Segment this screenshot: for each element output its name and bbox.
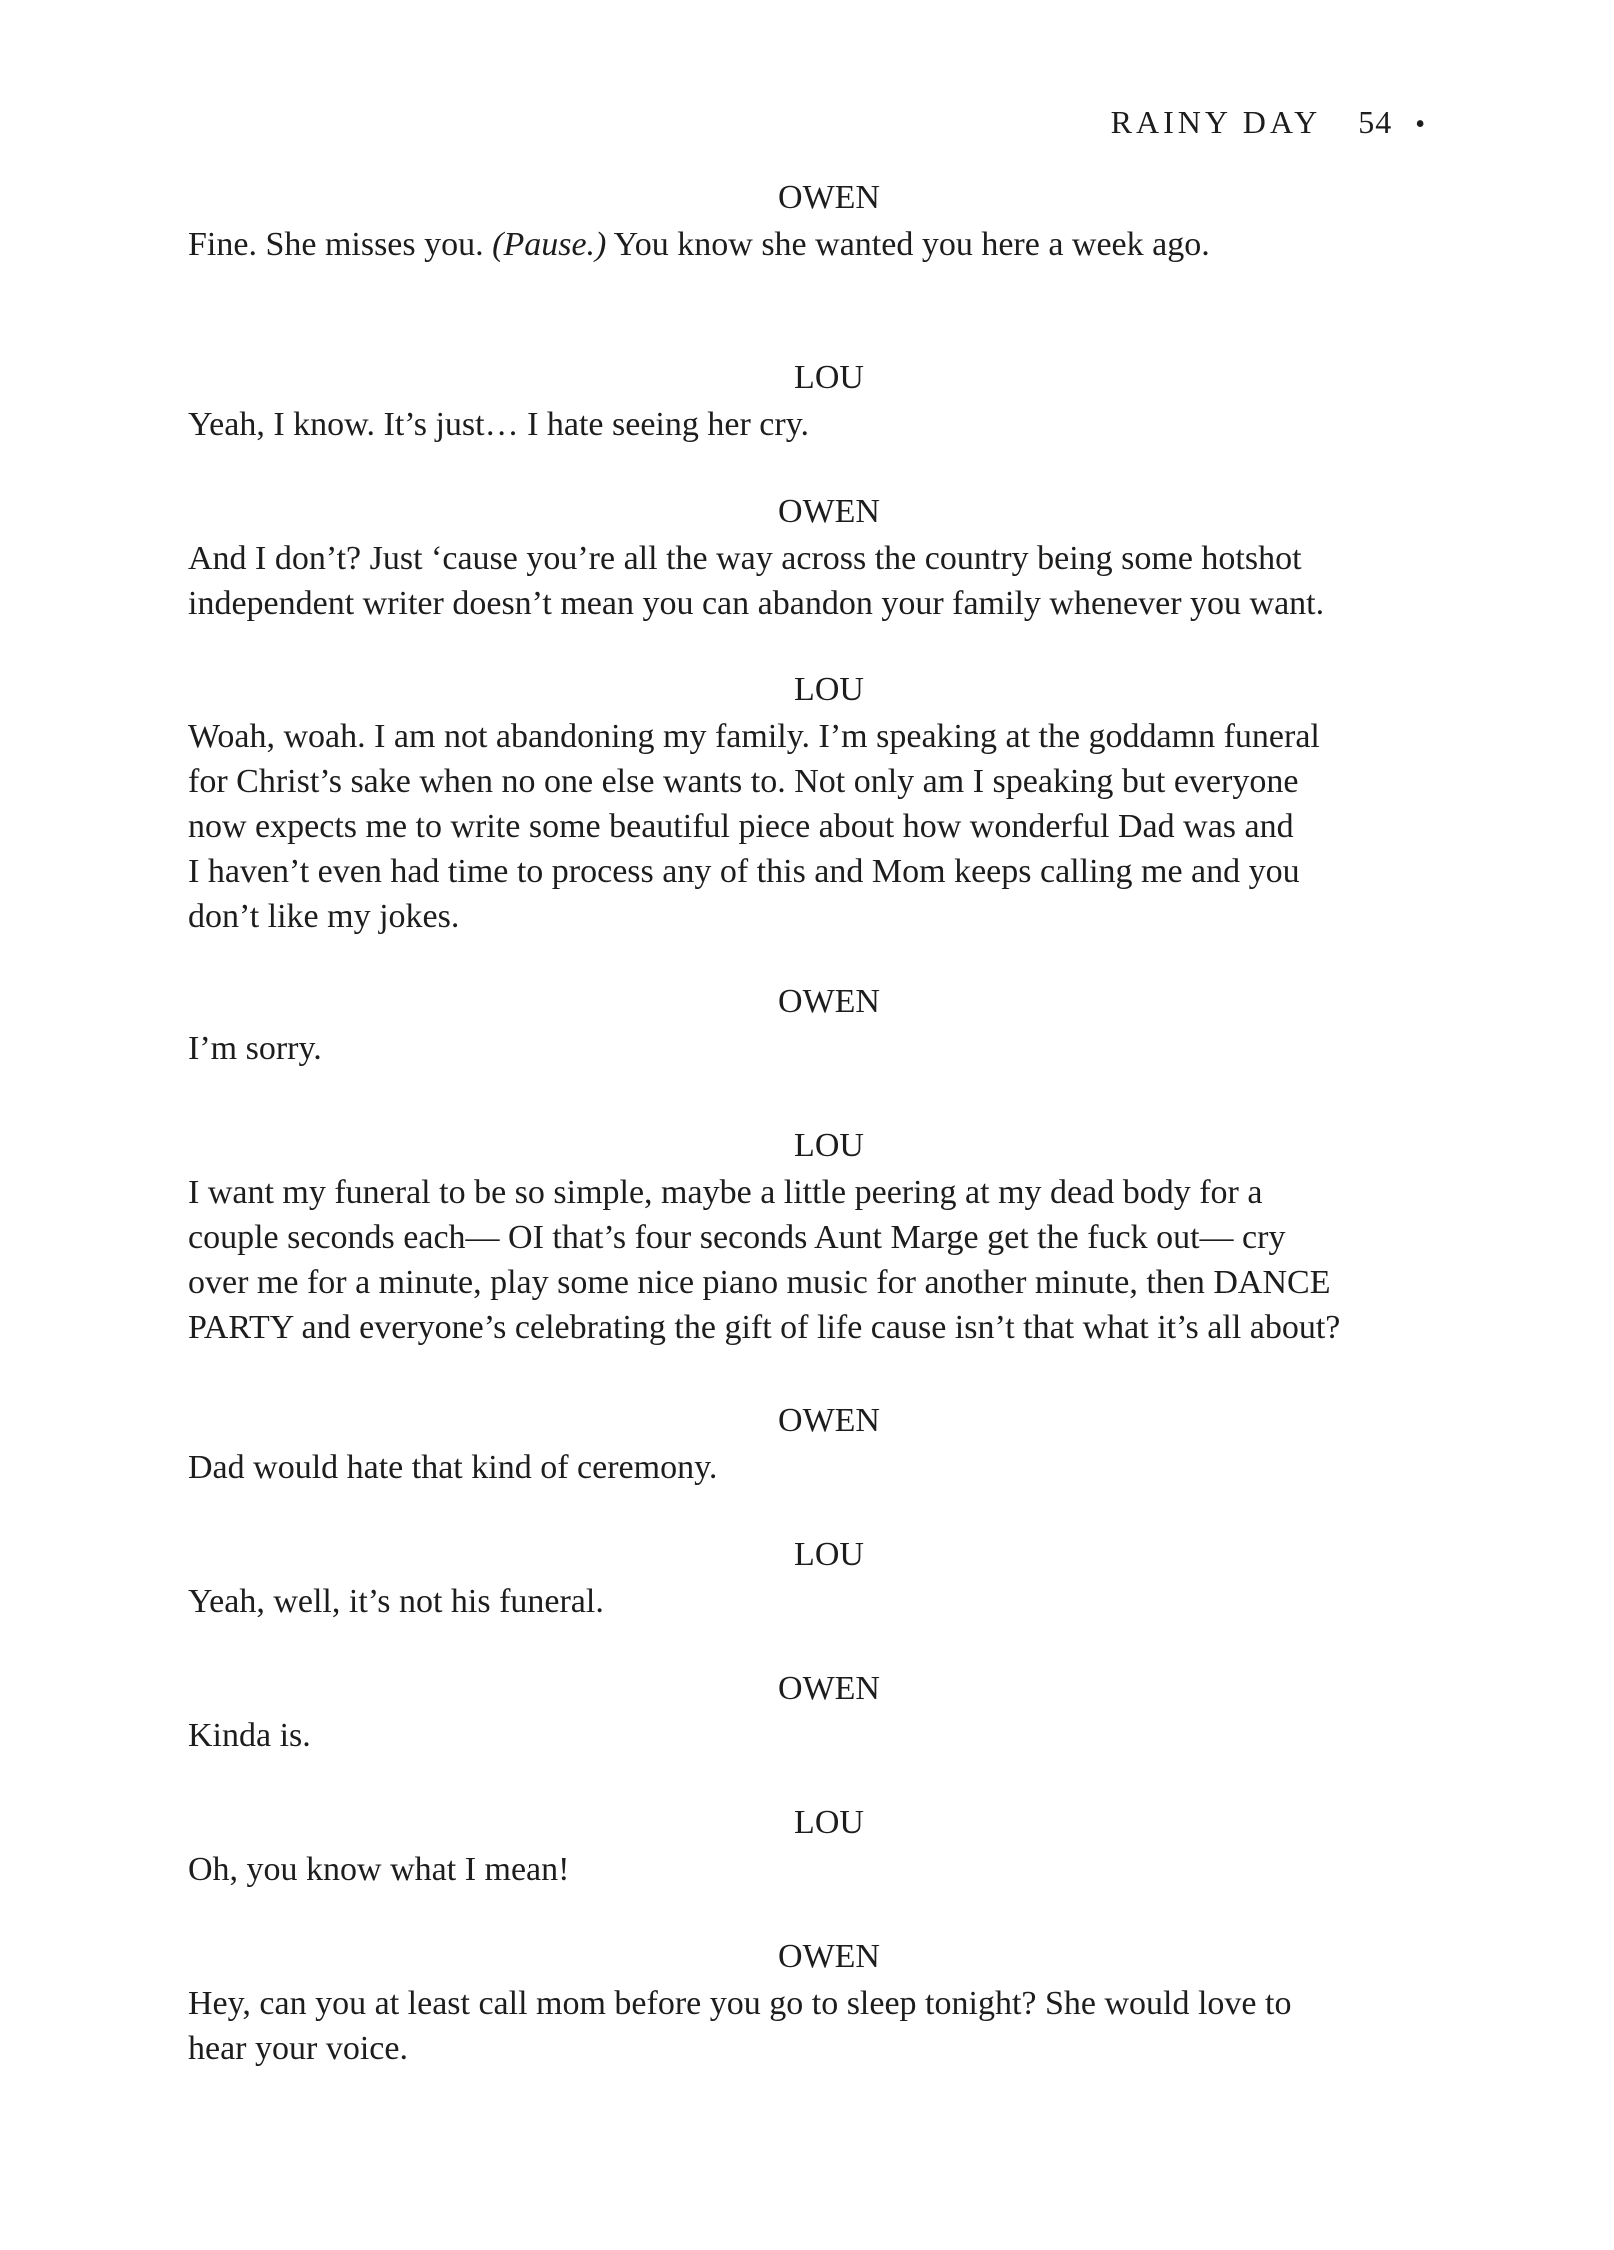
dialogue-text: over me for a minute, play some nice piano music for another minute, then DANCE [188, 1264, 1331, 1301]
dialogue-text: Woah, woah. I am not abandoning my family. I’m speaking at the goddamn funeral [188, 718, 1320, 755]
dialogue-text: You know she wanted you here a week ago. [606, 226, 1210, 263]
dialogue-text: Hey, can you at least call mom before you go to sleep tonight? She would love to [188, 1985, 1292, 2022]
dialogue-text: couple seconds each— OI that’s four seconds Aunt Marge get the fuck out— cry [188, 1219, 1286, 1256]
dialogue-text: And I don’t? Just ‘cause you’re all the way across the country being some hotshot [188, 540, 1302, 577]
dialogue-text: Fine. She misses you. [188, 226, 493, 263]
speaker-name: LOU [794, 671, 864, 708]
dialogue-text: I’m sorry. [188, 1030, 322, 1067]
dialogue-text: I haven’t even had time to process any of this and Mom keeps calling me and you [188, 853, 1300, 890]
dialogue-line [188, 1847, 1428, 1892]
dialogue-text: now expects me to write some beautiful piece about how wonderful Dad was and [188, 808, 1294, 845]
dialogue-line [188, 222, 1428, 267]
dialogue-text: PARTY and everyone’s celebrating the gift of life cause isn’t that what it’s all about? [188, 1309, 1341, 1346]
dialogue-line [188, 1260, 1428, 1305]
dialogue-block [188, 1801, 1428, 1892]
dialogue-line [188, 1579, 1428, 1624]
dialogue-line [188, 714, 1428, 759]
dialogue-text: hear your voice. [188, 2030, 408, 2067]
speaker-name: LOU [794, 1536, 864, 1573]
running-head-title: RAINY DAY [1110, 104, 1322, 140]
speaker-name: LOU [794, 1127, 864, 1164]
dialogue-block [188, 176, 1428, 267]
speaker-name: OWEN [778, 493, 880, 530]
dialogue-text: independent writer doesn’t mean you can abandon your family whenever you want. [188, 585, 1325, 622]
dialogue-line [188, 804, 1428, 849]
dialogue-line [188, 1713, 1428, 1758]
dialogue-line [188, 1981, 1428, 2026]
dialogue-line [188, 894, 1428, 939]
dialogue-block [188, 980, 1428, 1071]
stage-direction: (Pause.) [492, 226, 607, 263]
dialogue-text: I want my funeral to be so simple, maybe a little peering at my dead body for a [188, 1174, 1263, 1211]
dialogue-block [188, 1935, 1428, 2071]
running-head [1111, 104, 1428, 141]
speaker-name: OWEN [778, 179, 880, 216]
speaker-name: OWEN [778, 983, 880, 1020]
dialogue-line [188, 759, 1428, 804]
dialogue-line [188, 402, 1428, 447]
dialogue-line [188, 1305, 1428, 1350]
dialogue-line [188, 2026, 1428, 2071]
speaker-name: LOU [794, 1804, 864, 1841]
dialogue-line [188, 849, 1428, 894]
dialogue-text: don’t like my jokes. [188, 898, 460, 935]
dialogue-text: for Christ’s sake when no one else wants to. Not only am I speaking but everyone [188, 763, 1299, 800]
dialogue-block [188, 1399, 1428, 1490]
dialogue-line [188, 1215, 1428, 1260]
dialogue-line [188, 581, 1428, 626]
dialogue-block [188, 1533, 1428, 1624]
bullet-glyph: • [1415, 109, 1428, 140]
dialogue-text: Yeah, well, it’s not his funeral. [188, 1583, 604, 1620]
dialogue-block [188, 1667, 1428, 1758]
dialogue-block [188, 356, 1428, 447]
dialogue-line [188, 536, 1428, 581]
page-number: 54 [1358, 104, 1393, 140]
dialogue-block [188, 490, 1428, 626]
dialogue-block [188, 668, 1428, 939]
speaker-name: OWEN [778, 1402, 880, 1439]
speaker-name: OWEN [778, 1938, 880, 1975]
dialogue-line [188, 1445, 1428, 1490]
speaker-name: LOU [794, 359, 864, 396]
dialogue-text: Yeah, I know. It’s just… I hate seeing her cry. [188, 406, 809, 443]
speaker-name: OWEN [778, 1670, 880, 1707]
dialogue-text: Oh, you know what I mean! [188, 1851, 570, 1888]
dialogue-text: Dad would hate that kind of ceremony. [188, 1449, 718, 1486]
dialogue-block [188, 1124, 1428, 1350]
dialogue-line [188, 1170, 1428, 1215]
dialogue-text: Kinda is. [188, 1717, 311, 1754]
dialogue-line [188, 1026, 1428, 1071]
